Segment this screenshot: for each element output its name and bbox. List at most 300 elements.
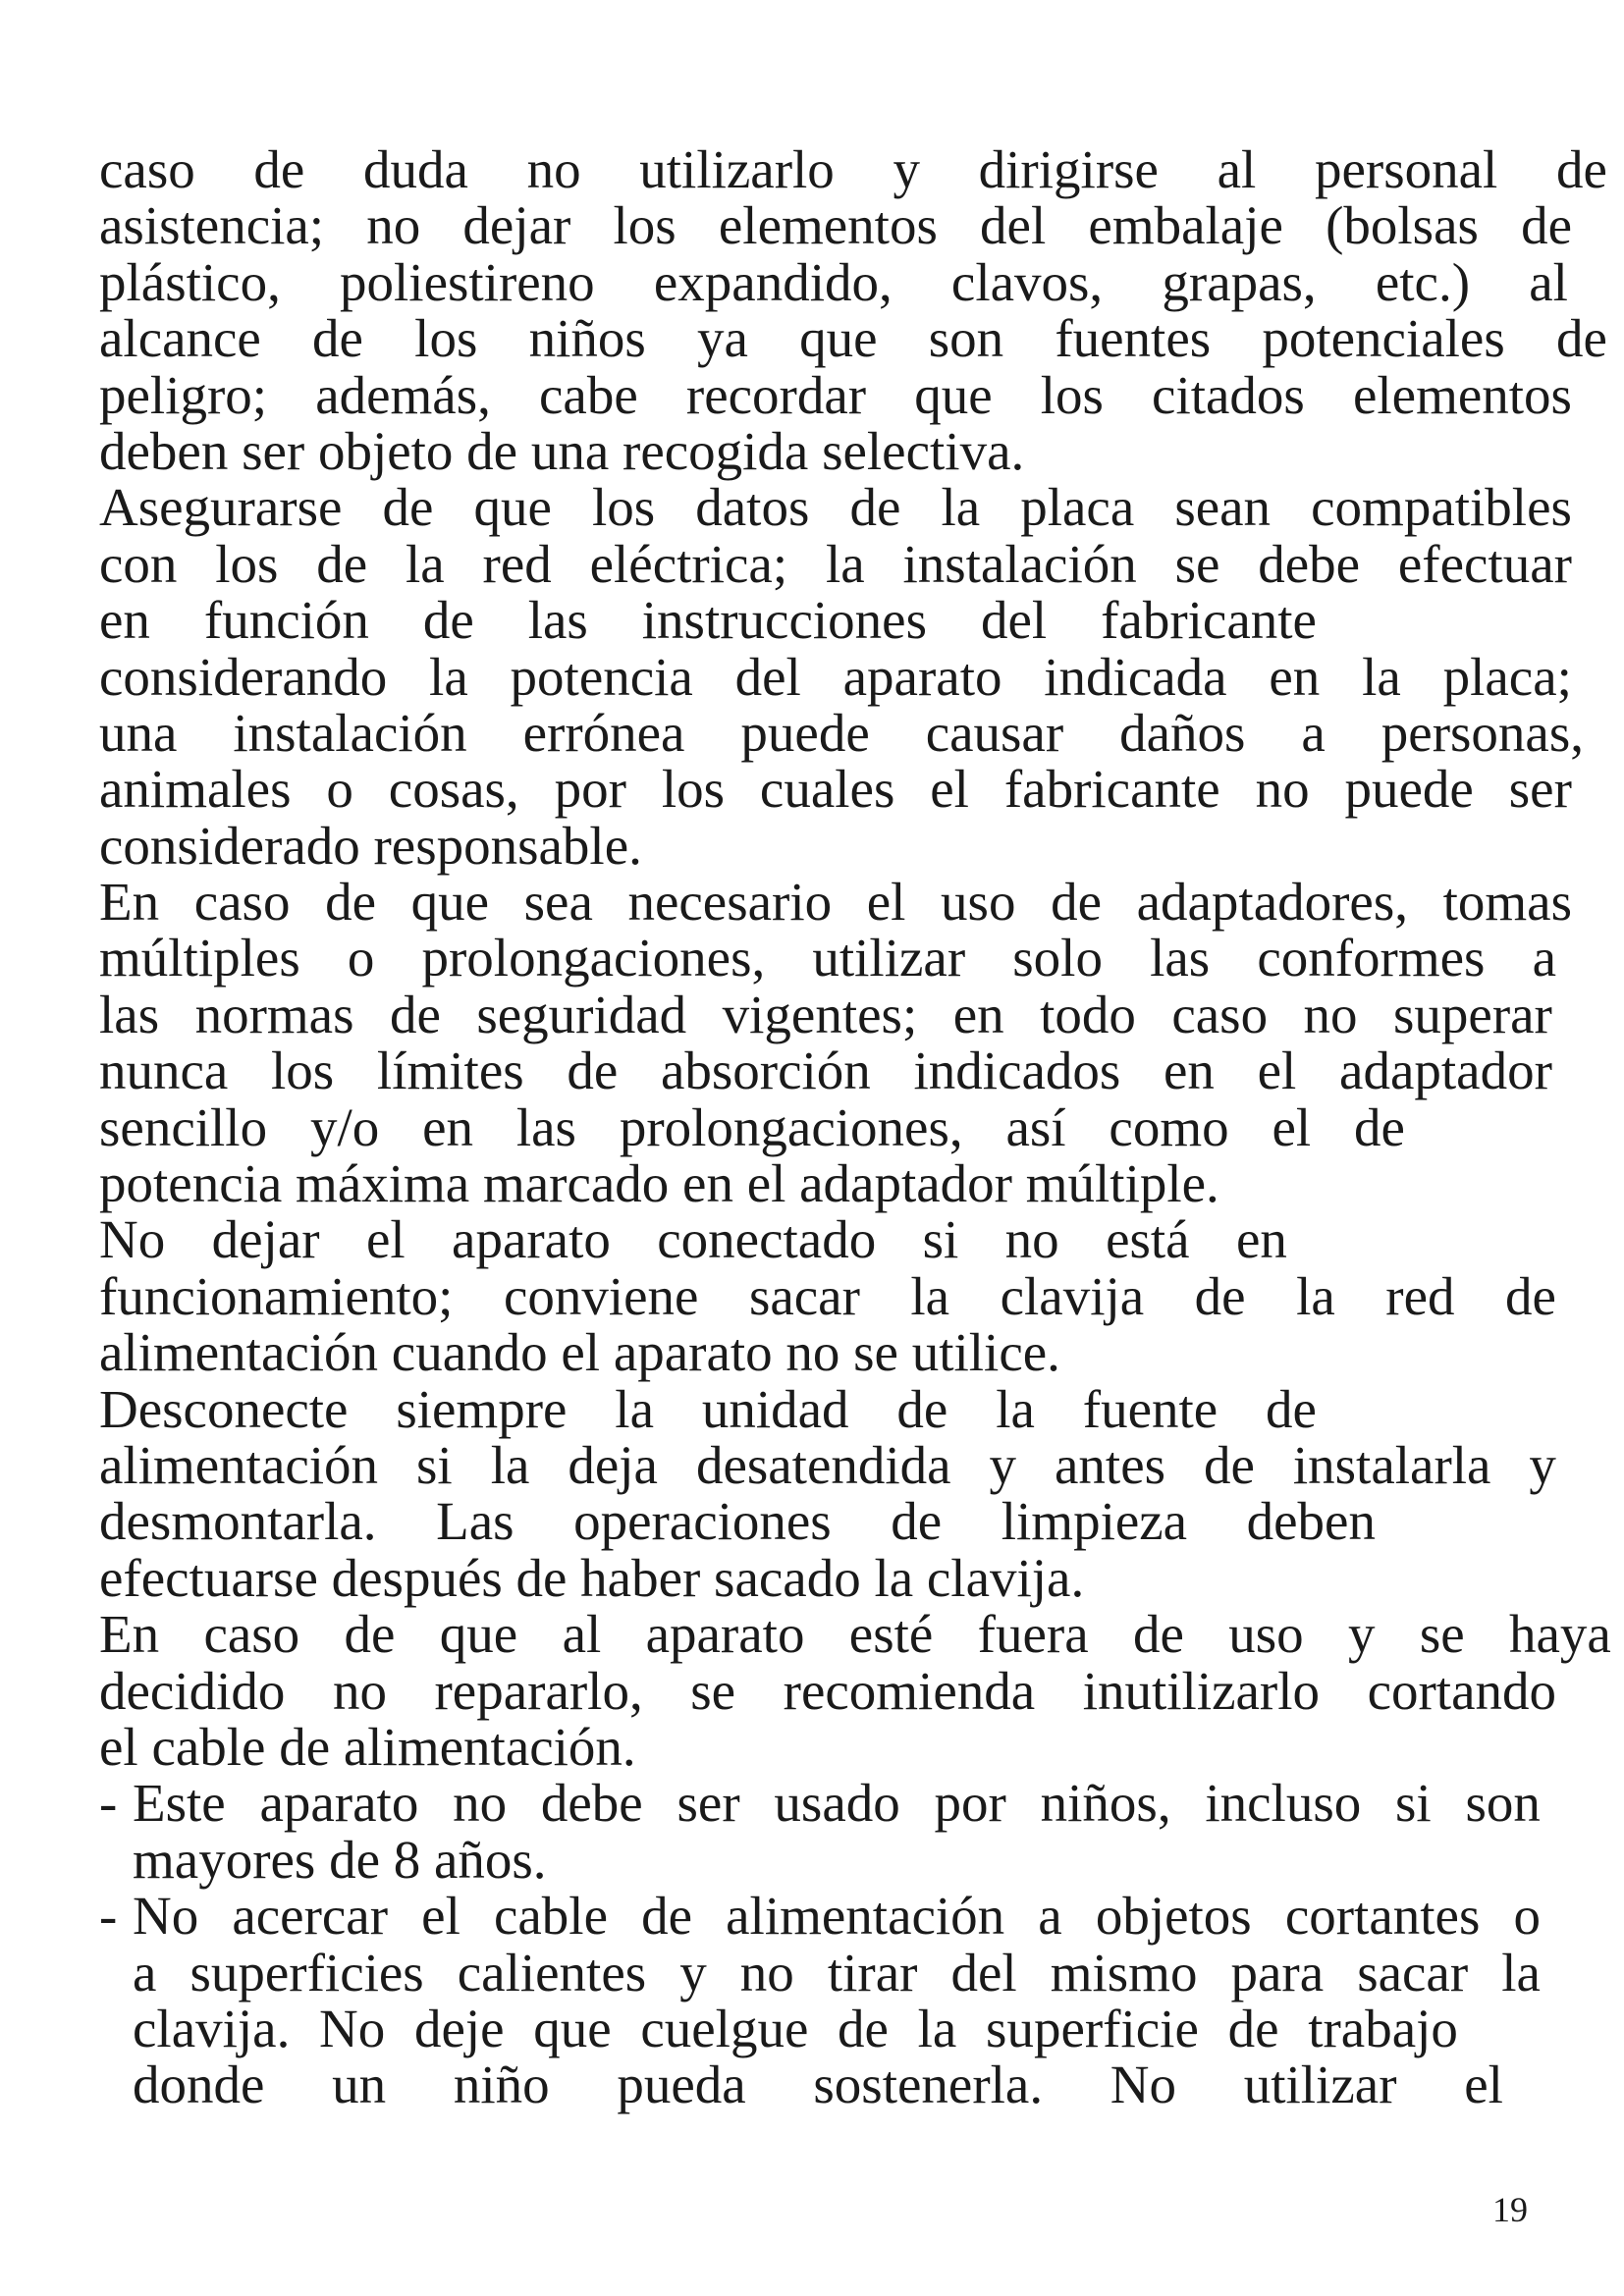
text-line [99, 1265, 1556, 1326]
word: son [1465, 1773, 1541, 1834]
body-text [99, 139, 1611, 2115]
word: mismo [1050, 1942, 1198, 2002]
word: asistencia; [99, 195, 325, 256]
word: que [533, 1998, 612, 2058]
word: de [567, 1041, 619, 1101]
word: dejar [462, 195, 571, 256]
word: de [389, 984, 441, 1044]
word: en [1164, 1041, 1215, 1101]
word: elementos [1352, 364, 1572, 425]
word: dirigirse [978, 139, 1159, 199]
word: utilizar [1243, 2055, 1397, 2115]
word: una [99, 702, 178, 763]
word: objetos [1095, 1886, 1252, 1947]
bullet-marker: - [99, 1886, 118, 1947]
word: o [326, 759, 353, 820]
word: de [641, 1886, 693, 1947]
text-line [133, 1942, 1541, 2002]
word: los [1040, 364, 1104, 425]
word: la [1501, 1942, 1541, 2002]
word: etc.) [1375, 251, 1471, 312]
text-line [99, 1096, 1405, 1157]
word: prolongaciones, [619, 1096, 963, 1157]
paragraph [99, 139, 1607, 481]
word: clavija [1000, 1265, 1145, 1326]
word: de [253, 139, 305, 199]
word: de [891, 1491, 943, 1552]
text-line: alimentación cuando el aparato no se utilice. [99, 1322, 1060, 1383]
word: personas, [1380, 702, 1584, 763]
word: embalaje [1088, 195, 1283, 256]
text-line [99, 308, 1607, 369]
word: los [661, 759, 726, 820]
word: poliestireno [340, 251, 595, 312]
word: de [316, 533, 368, 594]
word: fuera [977, 1604, 1089, 1665]
word: donde [133, 2055, 265, 2115]
paragraph [99, 477, 1584, 876]
word: en [1235, 1209, 1287, 1270]
word: utilizar [812, 928, 966, 988]
word: prolongaciones, [421, 928, 766, 988]
word: de [312, 308, 363, 369]
word: operaciones [573, 1491, 832, 1552]
word: y/o [309, 1096, 380, 1157]
text-line [99, 477, 1572, 538]
word: no [739, 1942, 794, 2002]
word: compatibles [1311, 477, 1572, 538]
word: No [133, 1886, 199, 1947]
word: ser [677, 1773, 740, 1834]
word: puede [740, 702, 870, 763]
word: de [1203, 1434, 1255, 1495]
word: superar [1393, 984, 1552, 1044]
word: conformes [1257, 928, 1486, 988]
word: deje [413, 1998, 505, 2058]
text-line: potencia máxima marcado en el adaptador múltiple. [99, 1153, 1219, 1214]
text-line [99, 590, 1317, 651]
word: como [1109, 1096, 1229, 1157]
word: los [215, 533, 279, 594]
text-line [99, 872, 1572, 933]
word: si [416, 1434, 453, 1495]
word: animales [99, 759, 292, 820]
word: aparato [452, 1209, 611, 1270]
word: indicados [913, 1041, 1121, 1101]
word: los [591, 477, 656, 538]
word: conviene [503, 1265, 699, 1326]
word: puede [1344, 759, 1474, 820]
word: a [1301, 702, 1326, 763]
word: uso [1228, 1604, 1304, 1665]
word: (bolsas [1326, 195, 1479, 256]
word: clavos, [950, 251, 1104, 312]
word: límites [376, 1041, 524, 1101]
word: está [1106, 1209, 1190, 1270]
word: de [1227, 1998, 1279, 2058]
word: cuales [759, 759, 895, 820]
word: de [1556, 139, 1607, 199]
word: eléctrica; [589, 533, 788, 594]
word: de [1266, 1378, 1317, 1439]
word: aparato [842, 646, 1002, 707]
text-line [99, 251, 1568, 312]
word: cosas, [388, 759, 519, 820]
paragraph [99, 1209, 1572, 1383]
word: antes [1055, 1434, 1166, 1495]
word: la [429, 646, 468, 707]
page-number: 19 [1492, 2190, 1528, 2229]
word: que [914, 364, 993, 425]
word: los [414, 308, 478, 369]
word: sacar [748, 1265, 860, 1326]
word: No [1110, 2055, 1177, 2115]
word: o [347, 928, 375, 988]
word: son [928, 308, 1004, 369]
text-line: mayores de 8 años. [133, 1829, 547, 1890]
word: de [896, 1378, 948, 1439]
word: Desconecte [99, 1378, 349, 1439]
text-line: considerado responsable. [99, 815, 642, 876]
word: acercar [232, 1886, 389, 1947]
bullet-item [99, 1775, 1572, 1888]
word: solo [1012, 928, 1103, 988]
word: además, [315, 364, 491, 425]
word: personal [1315, 139, 1498, 199]
word: calientes [457, 1942, 647, 2002]
word: desmontarla. [99, 1491, 377, 1552]
word: la [996, 1378, 1035, 1439]
word: En [99, 1604, 160, 1665]
word: citados [1152, 364, 1305, 425]
word: plástico, [99, 251, 281, 312]
word: fabricante [1003, 759, 1220, 820]
word: pueda [617, 2055, 746, 2115]
word: Este [133, 1773, 226, 1834]
word: el [1257, 1041, 1297, 1101]
word: No [319, 1998, 386, 2058]
word: no [453, 1773, 508, 1834]
word: absorción [660, 1041, 871, 1101]
word: de [1132, 1604, 1184, 1665]
word: el [866, 872, 906, 933]
word: se [1174, 533, 1220, 594]
word: repararlo, [434, 1660, 643, 1721]
word: las [1150, 928, 1211, 988]
word: decidido [99, 1660, 286, 1721]
word: cuelgue [640, 1998, 809, 2058]
word: deben [1246, 1491, 1376, 1552]
word: el [930, 759, 969, 820]
word: caso [1171, 984, 1269, 1044]
word: la [825, 533, 865, 594]
word: instalación [902, 533, 1137, 594]
word: daños [1119, 702, 1246, 763]
word: red [1385, 1265, 1455, 1326]
word: causar [925, 702, 1064, 763]
word: conectado [657, 1209, 877, 1270]
word: de [1354, 1096, 1405, 1157]
word: incluso [1205, 1773, 1362, 1834]
word: aparato [259, 1773, 419, 1834]
word: alimentación [726, 1886, 1005, 1947]
word: de [838, 1998, 889, 2058]
word: un [332, 2055, 387, 2115]
word: la [406, 533, 445, 594]
word: En [99, 872, 160, 933]
word: fuente [1082, 1378, 1218, 1439]
word: no [1004, 1209, 1059, 1270]
word: por [934, 1773, 1006, 1834]
word: adaptadores, [1136, 872, 1408, 933]
word: no [526, 139, 581, 199]
word: superficie [986, 1998, 1199, 2058]
word: haya [1509, 1604, 1611, 1665]
word: alimentación [99, 1434, 379, 1495]
word: múltiples [99, 928, 300, 988]
word: expandido, [653, 251, 893, 312]
paragraph [99, 872, 1572, 1214]
word: no [366, 195, 421, 256]
word: cable [493, 1886, 608, 1947]
word: red [482, 533, 552, 594]
word: si [922, 1209, 959, 1270]
text-line [99, 1491, 1376, 1552]
word: ser [1508, 759, 1572, 820]
paragraph [99, 1378, 1572, 1608]
word: el [1464, 2055, 1503, 2115]
word: el [421, 1886, 460, 1947]
word: instalarla [1292, 1434, 1491, 1495]
word: utilizarlo [639, 139, 835, 199]
word: fuentes [1055, 308, 1212, 369]
word: de [1555, 308, 1607, 369]
word: normas [194, 984, 354, 1044]
word: grapas, [1162, 251, 1317, 312]
word: peligro; [99, 364, 268, 425]
word: placa; [1442, 646, 1572, 707]
word: al [1217, 139, 1257, 199]
word: errónea [522, 702, 685, 763]
word: niños [528, 308, 646, 369]
word: tirar [827, 1942, 918, 2002]
word: inutilizarlo [1082, 1660, 1321, 1721]
word: superficies [189, 1942, 424, 2002]
word: del [980, 195, 1047, 256]
word: la [1296, 1265, 1335, 1326]
text-line: deben ser objeto de una recogida selectiva. [99, 420, 1025, 481]
word: Las [436, 1491, 514, 1552]
text-line [133, 1886, 1541, 1947]
word: y [679, 1942, 707, 2002]
word: esté [848, 1604, 934, 1665]
word: vigentes; [722, 984, 918, 1044]
word: usado [774, 1773, 900, 1834]
text-line [99, 1209, 1287, 1270]
word: en [952, 984, 1004, 1044]
word: de [849, 477, 901, 538]
word: debe [1258, 533, 1361, 594]
word: con [99, 533, 178, 594]
word: y [1347, 1604, 1376, 1665]
word: unidad [701, 1378, 849, 1439]
word: ya [696, 308, 748, 369]
word: la [910, 1265, 950, 1326]
word: sea [523, 872, 593, 933]
word: placa [1020, 477, 1135, 538]
word: nunca [99, 1041, 229, 1101]
word: función [203, 590, 369, 651]
word: la [615, 1378, 654, 1439]
word: dejar [211, 1209, 320, 1270]
word: seguridad [476, 984, 687, 1044]
word: niño [453, 2055, 550, 2115]
word: sacar [1357, 1942, 1469, 2002]
word: no [1303, 984, 1358, 1044]
word: si [1395, 1773, 1432, 1834]
text-line [133, 1998, 1458, 2058]
word: desatendida [695, 1434, 951, 1495]
word: al [562, 1604, 602, 1665]
word: sean [1174, 477, 1272, 538]
word: y [1529, 1434, 1556, 1495]
word: se [1419, 1604, 1465, 1665]
text-line [99, 759, 1572, 820]
text-line [99, 1041, 1552, 1101]
word: que [799, 308, 878, 369]
word: potencia [510, 646, 693, 707]
bullet-item [99, 1888, 1572, 2113]
word: caso [99, 139, 195, 199]
word: de [1504, 1265, 1556, 1326]
word: de [1194, 1265, 1246, 1326]
text-line [99, 984, 1552, 1044]
word: aparato [645, 1604, 805, 1665]
text-line: el cable de alimentación. [99, 1716, 636, 1777]
word: todo [1040, 984, 1136, 1044]
text-line [99, 533, 1572, 594]
word: y [893, 139, 920, 199]
text-line [99, 1434, 1556, 1495]
word: o [1513, 1886, 1541, 1947]
word: cortantes [1284, 1886, 1481, 1947]
text-line [133, 2055, 1503, 2115]
word: así [1005, 1096, 1066, 1157]
word: las [99, 984, 160, 1044]
word: por [554, 759, 626, 820]
word: instrucciones [641, 590, 927, 651]
word: caso [193, 872, 291, 933]
word: la [917, 1998, 957, 2058]
word: en [422, 1096, 473, 1157]
text-line [99, 930, 1556, 986]
word: en [99, 590, 150, 651]
bullet-marker: - [99, 1773, 118, 1834]
word: siempre [396, 1378, 568, 1439]
word: la [941, 477, 981, 538]
word: de [344, 1604, 396, 1665]
word: tomas [1442, 872, 1572, 933]
word: del [950, 1942, 1017, 2002]
word: el [365, 1209, 406, 1270]
word: que [439, 1604, 518, 1665]
word: de [422, 590, 474, 651]
word: recordar [685, 364, 867, 425]
text-line [99, 141, 1607, 197]
word: elementos [718, 195, 938, 256]
word: sencillo [99, 1096, 268, 1157]
word: clavija. [133, 1998, 291, 2058]
word: el [1272, 1096, 1312, 1157]
word: en [1269, 646, 1321, 707]
word: del [734, 646, 801, 707]
word: que [410, 872, 490, 933]
word: las [515, 1096, 576, 1157]
text-line [99, 1378, 1317, 1439]
word: recomienda [783, 1660, 1036, 1721]
word: indicada [1044, 646, 1227, 707]
word: para [1230, 1942, 1325, 2002]
text-line [99, 364, 1572, 425]
word: a [1038, 1886, 1062, 1947]
word: adaptador [1339, 1041, 1552, 1101]
word: al [1529, 251, 1568, 312]
word: la [490, 1434, 530, 1495]
word: trabajo [1308, 1998, 1458, 2058]
word: potenciales [1262, 308, 1505, 369]
word: caso [203, 1604, 300, 1665]
word: datos [695, 477, 810, 538]
word: uso [941, 872, 1016, 933]
word: alcance [99, 308, 261, 369]
word: del [980, 590, 1048, 651]
word: debe [540, 1773, 643, 1834]
paragraph [99, 1604, 1611, 1777]
word: los [271, 1041, 335, 1101]
word: sostenerla. [813, 2055, 1044, 2115]
word: fabricante [1101, 590, 1317, 651]
word: necesario [627, 872, 833, 933]
word: No [99, 1209, 166, 1270]
word: de [1051, 872, 1102, 933]
text-line [99, 1604, 1611, 1665]
word: y [989, 1434, 1017, 1495]
word: cabe [539, 364, 638, 425]
word: Asegurarse [99, 477, 343, 538]
word: a [133, 1942, 157, 2002]
word: a [1532, 928, 1556, 988]
word: no [332, 1660, 387, 1721]
word: de [382, 477, 434, 538]
word: funcionamiento; [99, 1265, 454, 1326]
word: se [690, 1660, 736, 1721]
word: no [1255, 759, 1310, 820]
word: limpieza [1001, 1491, 1188, 1552]
word: la [1362, 646, 1401, 707]
word: las [527, 590, 588, 651]
text-line [133, 1773, 1541, 1834]
word: cortando [1367, 1660, 1556, 1721]
text-line: efectuarse después de haber sacado la clavija. [99, 1547, 1085, 1608]
word: considerando [99, 646, 388, 707]
word: de [325, 872, 376, 933]
word: deja [568, 1434, 658, 1495]
word: duda [363, 139, 468, 199]
word: que [473, 477, 552, 538]
word: instalación [233, 702, 467, 763]
text-line [99, 646, 1572, 707]
word: de [1521, 195, 1572, 256]
